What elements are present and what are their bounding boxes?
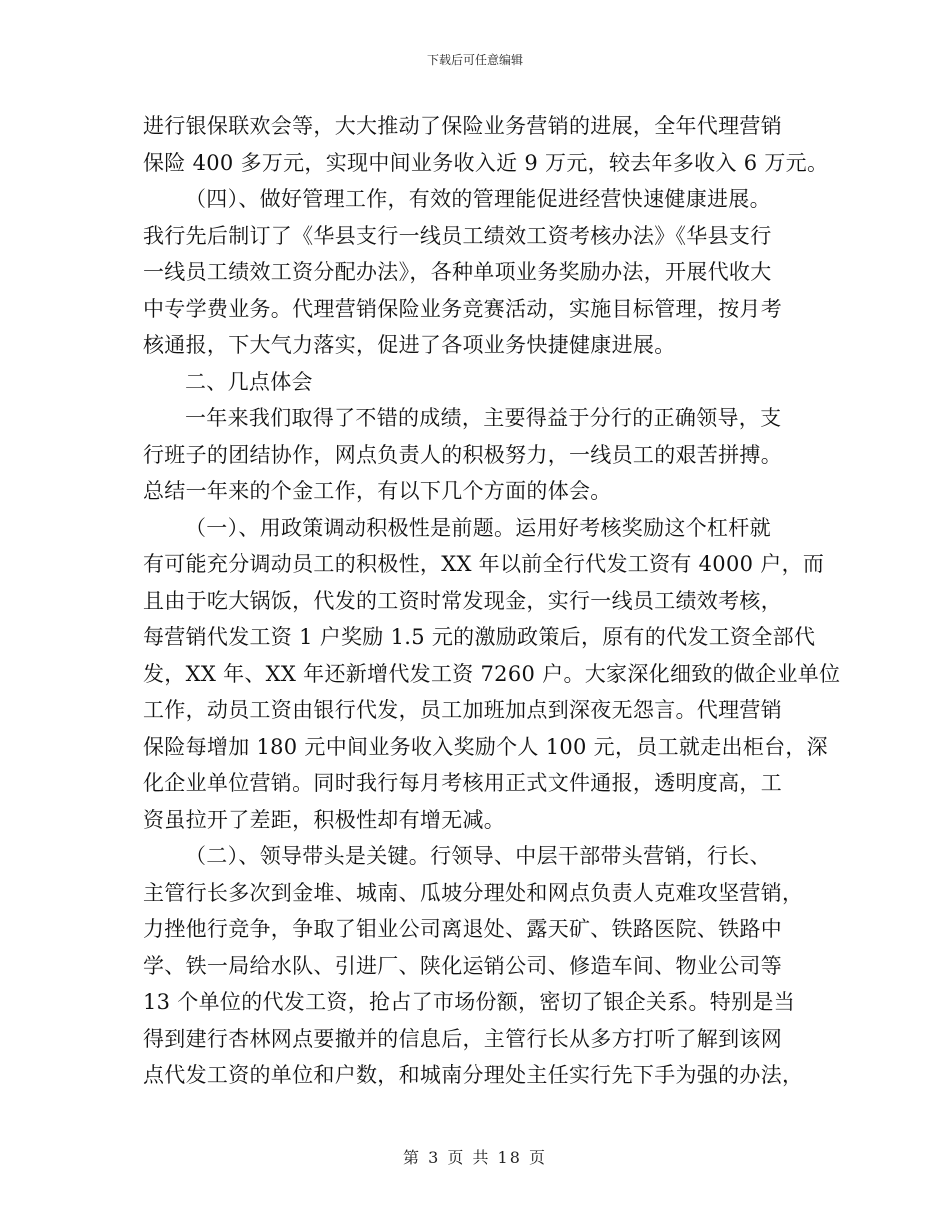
text-line: 一年来我们取得了不错的成绩，主要得益于分行的正确领导，支 [185,406,782,430]
page-header: 下载后可任意编辑 [426,53,523,67]
text-line: 力挫他行竞争，争取了钼业公司离退处、露天矿、铁路医院、铁路中 [143,917,782,941]
text-line: 保险 400 多万元，实现中间业务收入近 9 万元，较去年多收入 6 万元。 [143,150,829,175]
text-line: （四）、做好管理工作，有效的管理能促进经营快速健康进展。 [185,187,771,211]
text-line: （一）、用政策调动积极性是前题。运用好考核奖励这个杠杆就 [185,515,771,540]
text-line: （二）、领导带头是关键。行领导、中层干部带头营销，行长、 [185,844,771,868]
text-line: 得到建行杏林网点要撤并的信息后，主管行长从多方打听了解到该网 [143,1026,782,1051]
text-line: 主管行长多次到金堆、城南、瓜坡分理处和网点负责人克难攻坚营销， [143,880,804,905]
text-line: 行班子的团结协作，网点负责人的积极努力，一线员工的艰苦拼搏。 [143,442,782,467]
text-line: 且由于吃大锅饭，代发的工资时常发现金，实行一线员工绩效考核， [143,588,782,613]
page-number-footer: 第 3 页 共 18 页 [403,1148,547,1167]
text-line: 发，XX 年、XX 年还新增代发工资 7260 户。大家深化细致的做企业单位 [143,661,841,686]
text-line: 学、铁一局给水队、引进厂、陕化运销公司、修造车间、物业公司等 [143,953,782,978]
document-body [143,108,841,1094]
text-line: 我行先后制订了《华县支行一线员工绩效工资考核办法》《华县支行 [143,223,772,248]
text-line: 一线员工绩效工资分配办法》，各种单项业务奖励办法，开展代收大 [143,260,772,284]
text-line: 进行银保联欢会等，大大推动了保险业务营销的进展，全年代理营销 [143,114,782,138]
text-line: 13 个单位的代发工资，抢占了市场份额，密切了银企关系。特别是当 [143,990,795,1014]
text-line: 每营销代发工资 1 户奖励 1.5 元的激励政策后，原有的代发工资全部代 [143,625,816,649]
text-line: 工作，动员工资由银行代发，员工加班加点到深夜无怨言。代理营销 [143,698,782,722]
text-line: 保险每增加 180 元中间业务收入奖励个人 100 元，员工就走出柜台，深 [143,734,828,759]
text-line: 中专学费业务。代理营销保险业务竞赛活动，实施目标管理，按月考 [143,296,782,321]
text-line: 核通报，下大气力落实，促进了各项业务快捷健康进展。 [143,333,676,357]
text-line: 有可能充分调动员工的积极性，XX 年以前全行代发工资有 4000 户，而 [143,552,825,576]
text-line: 化企业单位营销。同时我行每月考核用正式文件通报，透明度高，工 [143,771,782,795]
text-line: 总结一年来的个金工作，有以下几个方面的体会。 [143,479,612,503]
text-line: 点代发工资的单位和户数，和城南分理处主任实行先下手为强的办法， [143,1063,804,1087]
text-line: 资虽拉开了差距，积极性却有增无减。 [143,807,506,832]
section-heading: 二、几点体会 [185,369,313,394]
